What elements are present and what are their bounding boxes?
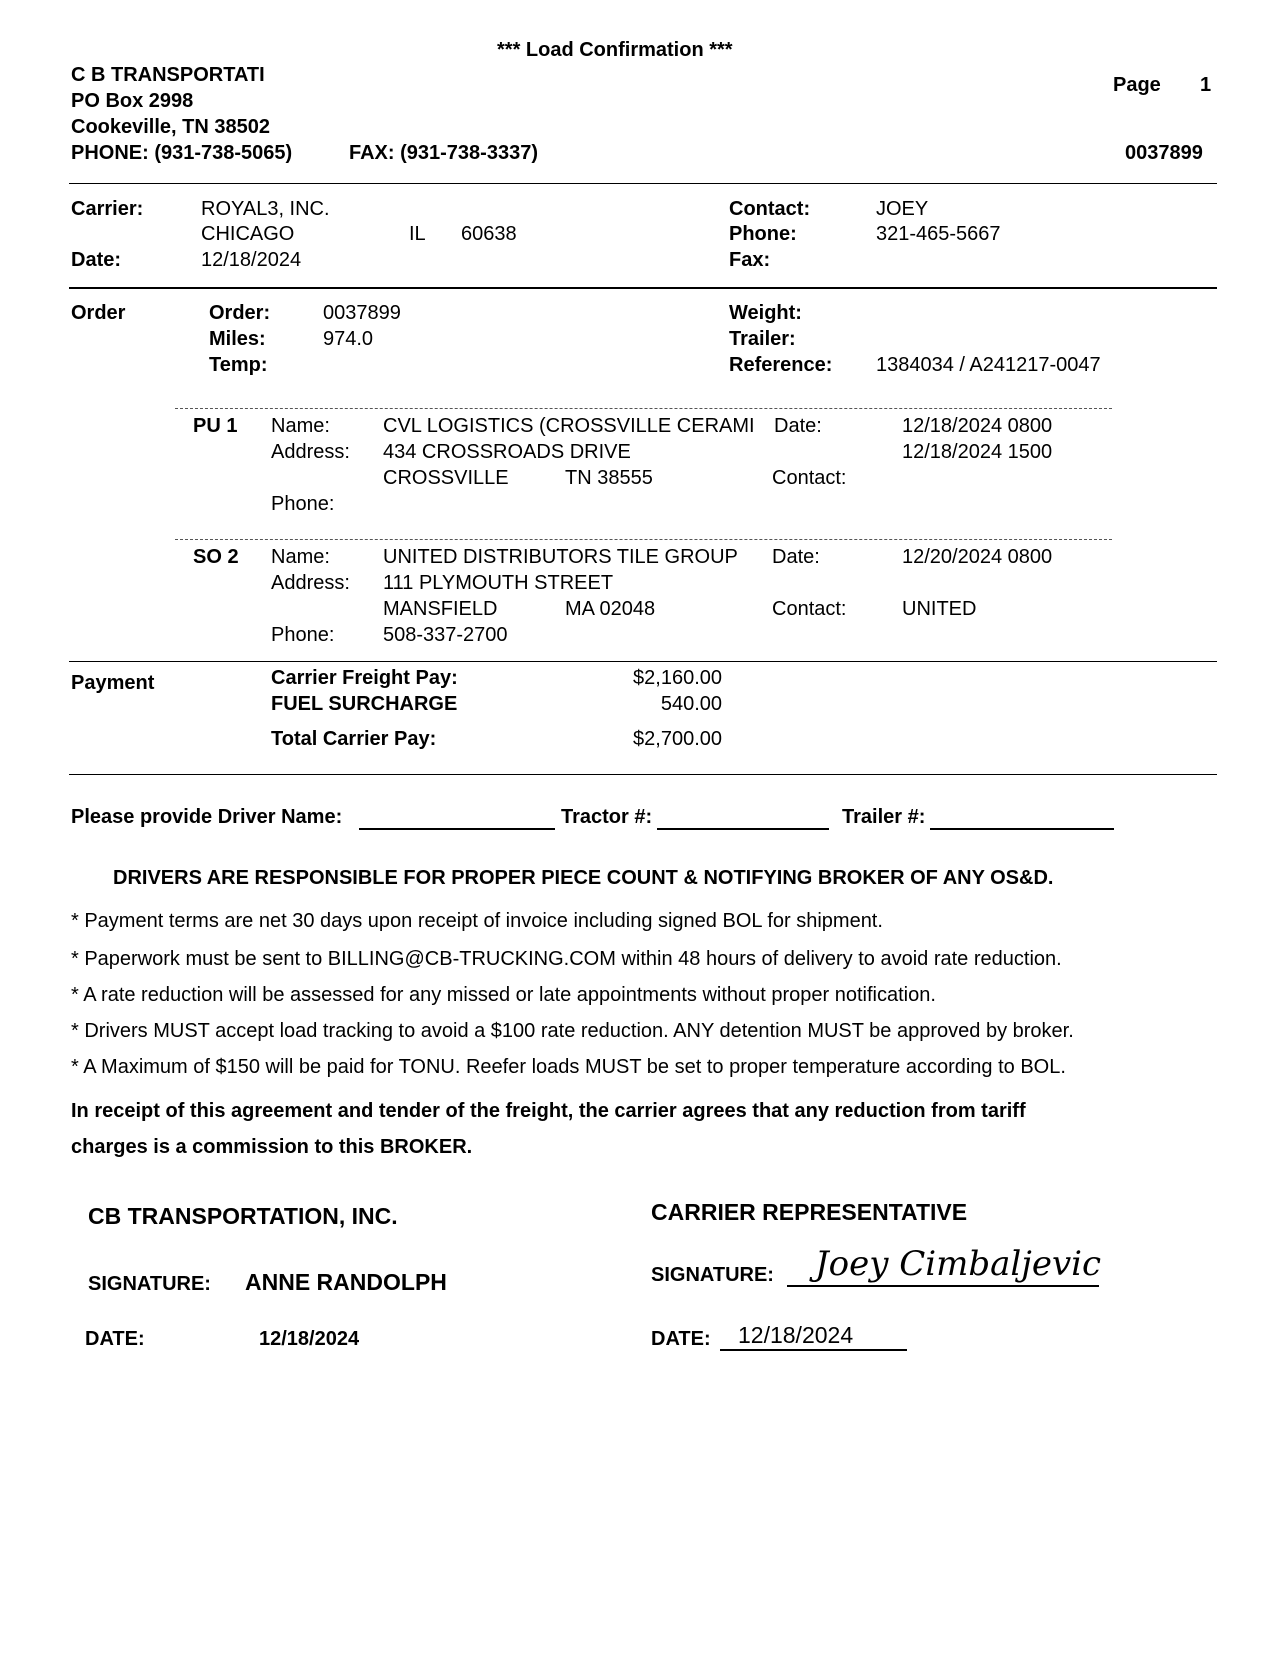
document-title: *** Load Confirmation *** bbox=[497, 39, 733, 61]
stop-2-code: SO 2 bbox=[193, 546, 239, 568]
agreement-line-1: In receipt of this agreement and tender of the freight, the carrier agrees that any reduction from tariff bbox=[71, 1100, 1026, 1122]
miles-value: 974.0 bbox=[323, 328, 374, 350]
stop-1-state-zip: TN 38555 bbox=[565, 467, 653, 489]
broker-signature-label: SIGNATURE: bbox=[88, 1273, 211, 1295]
tractor-label: Tractor #: bbox=[561, 806, 653, 828]
stop-2-date-label: Date: bbox=[772, 546, 820, 568]
term-item-4: * Drivers MUST accept load tracking to avoid a $100 rate reduction. ANY detention MUST be approved by broker. bbox=[71, 1020, 1074, 1042]
load-number: 0037899 bbox=[1125, 142, 1203, 164]
order-label: Order: bbox=[209, 302, 271, 324]
stop-2-name-label: Name: bbox=[271, 546, 330, 568]
tractor-blank[interactable] bbox=[657, 808, 829, 830]
carrier-handwritten-signature: Joey Cimbaljevic bbox=[815, 1244, 1102, 1284]
broker-date-label: DATE: bbox=[85, 1328, 145, 1350]
page-label: Page bbox=[1113, 74, 1161, 96]
stop-2-date-1: 12/20/2024 0800 bbox=[902, 546, 1053, 568]
carrier-name: ROYAL3, INC. bbox=[201, 198, 330, 220]
agreement-line-2: charges is a commission to this BROKER. bbox=[71, 1136, 473, 1158]
carrier-city: CHICAGO bbox=[201, 223, 295, 245]
order-value: 0037899 bbox=[323, 302, 401, 324]
stop-1-date-1: 12/18/2024 0800 bbox=[902, 415, 1053, 437]
driver-name-label: Please provide Driver Name: bbox=[71, 806, 343, 828]
stop-2-contact: UNITED bbox=[902, 598, 977, 620]
stop-2-address: 111 PLYMOUTH STREET bbox=[383, 572, 614, 594]
contact-label: Contact: bbox=[729, 198, 811, 220]
term-item-5: * A Maximum of $150 will be paid for TONU. Reefer loads MUST be set to proper temperature according to BOL. bbox=[71, 1056, 1066, 1078]
stop-1-divider bbox=[175, 408, 1112, 409]
broker-date: 12/18/2024 bbox=[259, 1328, 360, 1350]
carrier-representative-heading: CARRIER REPRESENTATIVE bbox=[651, 1199, 968, 1225]
carrier-label: Carrier: bbox=[71, 198, 144, 220]
company-address-2: Cookeville, TN 38502 bbox=[71, 116, 270, 138]
phone-label: Phone: bbox=[729, 223, 797, 245]
page-number: 1 bbox=[1200, 74, 1212, 96]
stop-2-address-label: Address: bbox=[271, 572, 350, 594]
trailer-label: Trailer: bbox=[729, 328, 796, 350]
carrier-date-label: Date: bbox=[71, 249, 122, 271]
trailer-number-label: Trailer #: bbox=[842, 806, 926, 828]
stop-2-phone: 508-337-2700 bbox=[383, 624, 508, 646]
fax-label: Fax: bbox=[729, 249, 771, 271]
carrier-date: 12/18/2024 bbox=[201, 249, 302, 271]
payment-divider bbox=[69, 661, 1217, 662]
carrier-divider bbox=[69, 287, 1217, 289]
term-item-2: * Paperwork must be sent to BILLING@CB-TRUCKING.COM within 48 hours of delivery to avoid rate reduction. bbox=[71, 948, 1062, 970]
stop-1-date-label: Date: bbox=[774, 415, 822, 437]
carrier-signature-line bbox=[787, 1285, 1099, 1287]
broker-company-name: CB TRANSPORTATION, INC. bbox=[88, 1203, 398, 1229]
temp-label: Temp: bbox=[209, 354, 268, 376]
freight-pay-label: Carrier Freight Pay: bbox=[271, 667, 458, 689]
stop-2-name: UNITED DISTRIBUTORS TILE GROUP bbox=[383, 546, 738, 568]
company-name: C B TRANSPORTATI bbox=[71, 64, 265, 86]
contact-value: JOEY bbox=[876, 198, 929, 220]
fuel-surcharge-label: FUEL SURCHARGE bbox=[271, 693, 458, 715]
reference-value: 1384034 / A241217-0047 bbox=[876, 354, 1101, 376]
trailer-number-blank[interactable] bbox=[930, 808, 1114, 830]
carrier-signature-label: SIGNATURE: bbox=[651, 1264, 774, 1286]
stop-2-city: MANSFIELD bbox=[383, 598, 498, 620]
stop-1-date-2: 12/18/2024 1500 bbox=[902, 441, 1053, 463]
company-address-1: PO Box 2998 bbox=[71, 90, 194, 112]
total-pay-label: Total Carrier Pay: bbox=[271, 728, 437, 750]
term-item-1: * Payment terms are net 30 days upon receipt of invoice including signed BOL for shipment. bbox=[71, 910, 883, 932]
stop-1-name-label: Name: bbox=[271, 415, 330, 437]
stop-1-contact-label: Contact: bbox=[772, 467, 847, 489]
term-item-3: * A rate reduction will be assessed for any missed or late appointments without proper notification. bbox=[71, 984, 936, 1006]
carrier-date: 12/18/2024 bbox=[738, 1322, 854, 1348]
stop-1-phone-label: Phone: bbox=[271, 493, 335, 515]
payment-bottom-divider bbox=[69, 774, 1217, 775]
total-pay-value: $2,700.00 bbox=[633, 728, 722, 750]
broker-signature-name: ANNE RANDOLPH bbox=[245, 1269, 447, 1295]
drivers-responsibility-heading: DRIVERS ARE RESPONSIBLE FOR PROPER PIECE COUNT & NOTIFYING BROKER OF ANY OS&D. bbox=[113, 867, 1054, 889]
stop-1-address: 434 CROSSROADS DRIVE bbox=[383, 441, 631, 463]
payment-section-label: Payment bbox=[71, 672, 155, 694]
stop-1-name: CVL LOGISTICS (CROSSVILLE CERAMI bbox=[383, 415, 755, 437]
reference-label: Reference: bbox=[729, 354, 833, 376]
stop-2-divider bbox=[175, 539, 1112, 540]
phone-value: 321-465-5667 bbox=[876, 223, 1001, 245]
stop-1-code: PU 1 bbox=[193, 415, 238, 437]
stop-2-contact-label: Contact: bbox=[772, 598, 847, 620]
carrier-date-label: DATE: bbox=[651, 1328, 711, 1350]
stop-1-city: CROSSVILLE bbox=[383, 467, 509, 489]
carrier-date-line bbox=[720, 1349, 907, 1351]
stop-2-state-zip: MA 02048 bbox=[565, 598, 656, 620]
carrier-zip: 60638 bbox=[461, 223, 517, 245]
stop-2-phone-label: Phone: bbox=[271, 624, 335, 646]
stop-1-address-label: Address: bbox=[271, 441, 350, 463]
company-fax: FAX: (931-738-3337) bbox=[349, 142, 538, 164]
order-section-label: Order bbox=[71, 302, 126, 324]
miles-label: Miles: bbox=[209, 328, 266, 350]
header-divider bbox=[69, 183, 1217, 184]
company-phone: PHONE: (931-738-5065) bbox=[71, 142, 293, 164]
carrier-state: IL bbox=[409, 223, 426, 245]
fuel-surcharge-value: 540.00 bbox=[660, 693, 722, 715]
weight-label: Weight: bbox=[729, 302, 802, 324]
driver-name-blank[interactable] bbox=[359, 808, 555, 830]
freight-pay-value: $2,160.00 bbox=[633, 667, 722, 689]
